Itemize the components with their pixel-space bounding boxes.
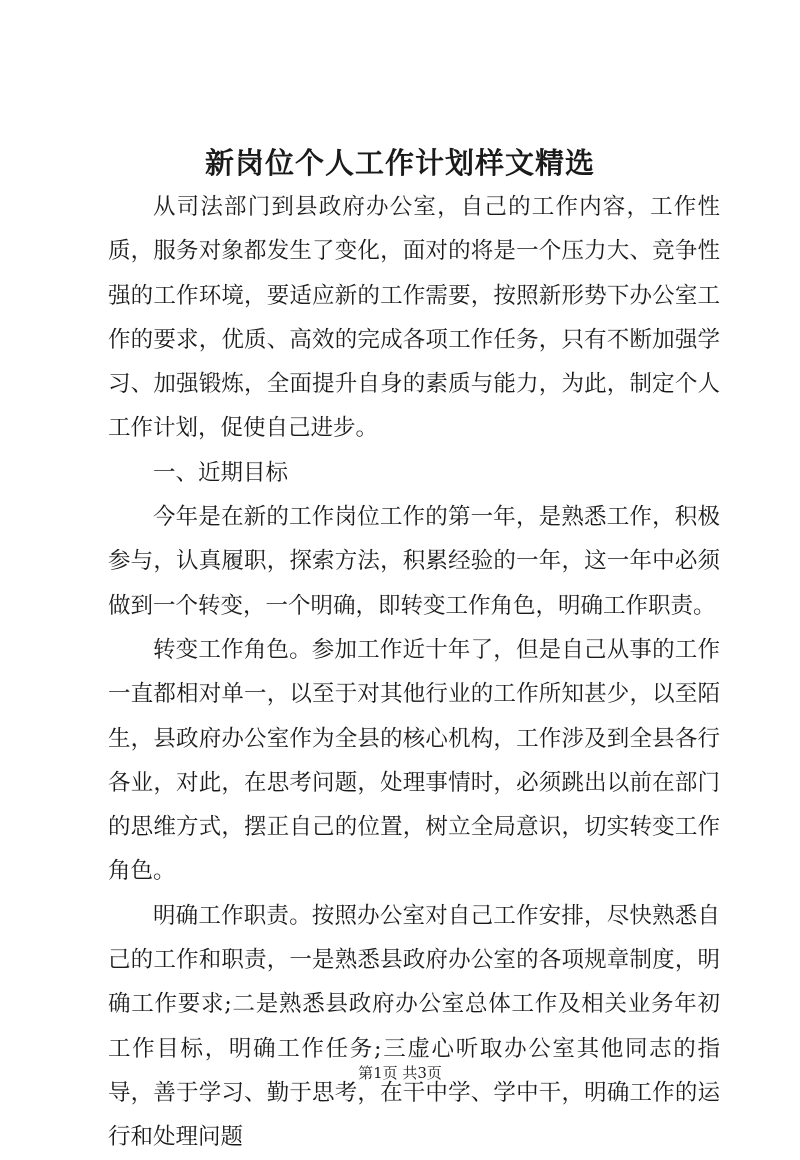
- section-heading-near-term-goals: 一、近期目标: [153, 459, 289, 486]
- page-footer: 第1页 共3页: [358, 1064, 442, 1082]
- paragraph-clarify-duties: 明确工作职责。按照办公室对自己工作安排，尽快熟悉自己的工作和职责，一是熟悉县政府办公室的各项规章制度，明确工作要求;二是熟悉县政府办公室总体工作及相关业务年初工作目标，明确工作任务;三虚心听取办公室其他同志的指导，善于学习、勤于思考，在干中学、学中干，明确工作的运行和处理问题: [108, 902, 720, 1151]
- document-body: [108, 185, 720, 1160]
- paragraph-change-role: 转变工作角色。参加工作近十年了，但是自己从事的工作一直都相对单一，以至于对其他行业的工作所知甚少，以至陌生，县政府办公室作为全县的核心机构，工作涉及到全县各行各业，对此，在思考问题，处理事情时，必须跳出以前在部门的思维方式，摆正自己的位置，树立全局意识，切实转变工作角色。: [108, 636, 720, 885]
- paragraph-first-year: 今年是在新的工作岗位工作的第一年，是熟悉工作，积极参与，认真履职，探索方法，积累经验的一年，这一年中必须做到一个转变，一个明确，即转变工作角色，明确工作职责。: [108, 504, 720, 619]
- paragraph-intro: 从司法部门到县政府办公室，自己的工作内容，工作性质，服务对象都发生了变化，面对的将是一个压力大、竞争性强的工作环境，要适应新的工作需要，按照新形势下办公室工作的要求，优质、高效的完成各项工作任务，只有不断加强学习、加强锻炼，全面提升自身的素质与能力，为此，制定个人工作计划，促使自己进步。: [108, 194, 720, 442]
- document-title: 新岗位个人工作计划样文精选: [204, 146, 595, 180]
